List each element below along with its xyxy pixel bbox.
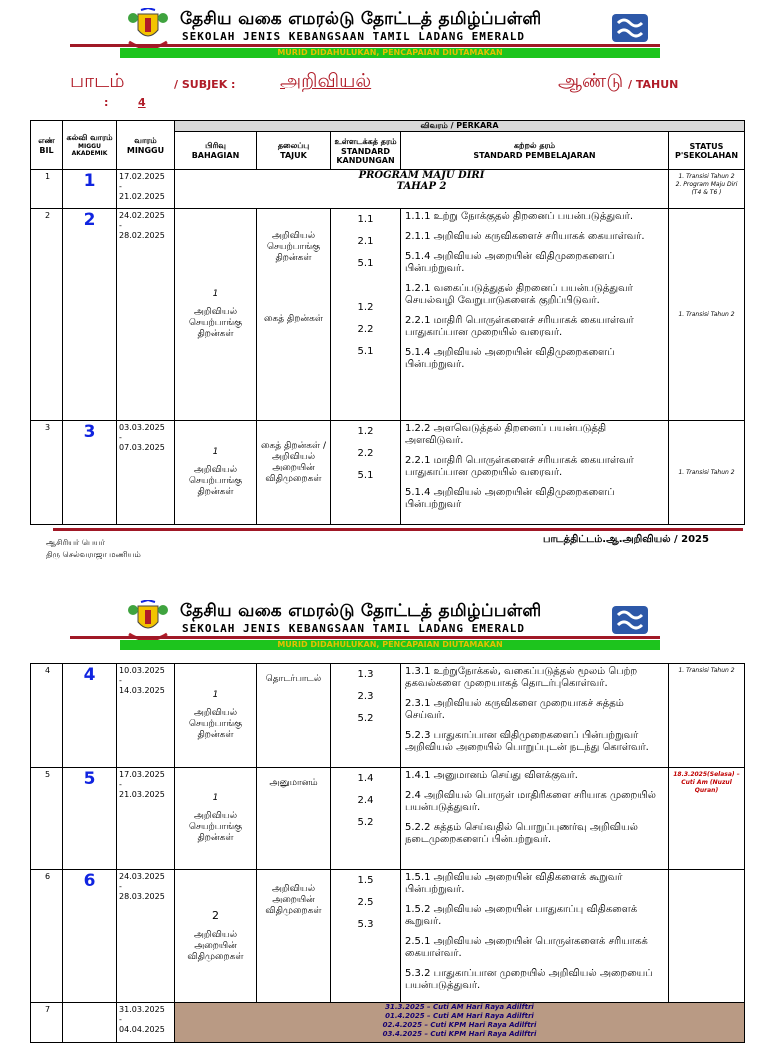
row-bahagian: 1 அறிவியல் செயற்பாங்கு திறன்கள் [175, 664, 257, 768]
sk-logo-icon [610, 603, 650, 637]
row-tajuk: தொடர்பாடல் [257, 664, 331, 768]
row-tajuk: கைத் திறன்கள் / அறிவியல் அறையின் விதிமுறைகள் [257, 421, 331, 525]
table-row [31, 664, 745, 768]
school-name-tamil: தேசிய வகை எமரல்டு தோட்டத் தமிழ்ப்பள்ளி [180, 9, 542, 29]
year-tamil: ஆண்டு [558, 70, 624, 92]
week-number: 4 [63, 664, 117, 768]
col-minggu: வாரம் MINGGU [117, 121, 175, 170]
row-status [669, 870, 745, 1003]
col-minggu-akademik: கல்வி வாரம் MIGGU AKADEMIK [63, 121, 117, 170]
school-name-malay: SEKOLAH JENIS KEBANGSAAN TAMIL LADANG EMERALD [182, 622, 526, 635]
week-number [63, 1003, 117, 1043]
row-standard-kandungan: 1.1 2.1 5.1 1.2 2.2 5.1 [331, 209, 401, 421]
row-standard-kandungan: 1.3 2.3 5.2 [331, 664, 401, 768]
table-row [31, 421, 745, 525]
year-value: 4 [138, 96, 146, 109]
subject-tamil: பாடம் [70, 70, 125, 92]
col-standard-kandungan: உள்ளடக்கத் தரம் STANDARD KANDUNGAN [331, 132, 401, 170]
school-motto: MURID DIDAHULUKAN, PENCAPAIAN DIUTAMAKAN [120, 640, 660, 650]
row-bahagian: 2 அறிவியல் அறையின் விதிமுறைகள் [175, 870, 257, 1003]
col-tajuk: தலைப்பு TAJUK [257, 132, 331, 170]
row-standard-pembelajaran: 1.5.1 அறிவியல் அறையின் விதிகளைக் கூறுவர் பின்பற்றுவர். 1.5.2 அறிவியல் அறையின் பாதுகாப்பு விதிகளைக் கூறுவர். 2.5.1 அறிவியல் அறையின் பொருள்களைக் சரியாகக் கையாள்வர். 5.3.2 பாதுகாப்பான முறையில் அறிவியல் அறையைப் பயன்படுத்துவர். [401, 870, 669, 1003]
row-standard-kandungan: 1.4 2.4 5.2 [331, 768, 401, 870]
row-bil: 3 [31, 421, 63, 525]
school-header-2 [70, 598, 660, 654]
row-status: 1. Transisi Tahun 2 2. Program Maju Diri (T4 & T6 ) [669, 170, 745, 209]
col-bil: எண் BIL [31, 121, 63, 170]
week-number: 2 [63, 209, 117, 421]
table-row [31, 768, 745, 870]
row-bil: 4 [31, 664, 63, 768]
row-status: 1. Transisi Tahun 2 [669, 421, 745, 525]
week-dates: 24.03.2025 - 28.03.2025 [117, 870, 175, 1003]
footer-document-ref: பாடத்திட்டம்.ஆ.அறிவியல் / 2025 [543, 534, 709, 545]
year-colon: : [104, 96, 109, 109]
week-dates: 31.03.2025 - 04.04.2025 [117, 1003, 175, 1043]
school-header-1 [70, 6, 660, 62]
row-bahagian: 1 அறிவியல் செயற்பாங்கு திறன்கள் [175, 421, 257, 525]
week-dates: 24.02.2025 - 28.02.2025 [117, 209, 175, 421]
table-row [31, 209, 745, 421]
week-dates: 10.03.2025 - 14.03.2025 [117, 664, 175, 768]
program-maju-diri: PROGRAM MAJU DIRI TAHAP 2 [175, 170, 669, 209]
week-number: 5 [63, 768, 117, 870]
row-bil: 2 [31, 209, 63, 421]
week-dates: 03.03.2025 - 07.03.2025 [117, 421, 175, 525]
row-tajuk: அறிவியல் செயற்பாங்கு திறன்கள் கைத் திறன்கள் [257, 209, 331, 421]
school-name-malay: SEKOLAH JENIS KEBANGSAAN TAMIL LADANG EMERALD [182, 30, 526, 43]
table-row [31, 1003, 745, 1043]
subject-value: அறிவியல் [280, 70, 372, 92]
col-bahagian: பிரிவு BAHAGIAN [175, 132, 257, 170]
row-status: 18.3.2025(Selasa) – Cuti Am (Nuzul Quran) [669, 768, 745, 870]
row-bahagian: 1 அறிவியல் செயற்பாங்கு திறன்கள் [175, 209, 257, 421]
footer-rule [53, 528, 743, 531]
col-status: STATUS P'SEKOLAHAN [669, 132, 745, 170]
scheme-table-page1 [30, 120, 745, 525]
week-number: 3 [63, 421, 117, 525]
col-standard-pembelajaran: கற்றல் தரம் STANDARD PEMBELAJARAN [401, 132, 669, 170]
school-name-tamil: தேசிய வகை எமரல்டு தோட்டத் தமிழ்ப்பள்ளி [180, 601, 542, 621]
week-number: 6 [63, 870, 117, 1003]
title-row [0, 70, 768, 110]
row-status: 1. Transisi Tahun 2 [669, 664, 745, 768]
row-tajuk: அனுமானம் [257, 768, 331, 870]
row-bahagian: 1 அறிவியல் செயற்பாங்கு திறன்கள் [175, 768, 257, 870]
header-rule [70, 44, 660, 47]
table-row [31, 870, 745, 1003]
school-motto: MURID DIDAHULUKAN, PENCAPAIAN DIUTAMAKAN [120, 48, 660, 58]
row-bil: 1 [31, 170, 63, 209]
scheme-table-page2 [30, 663, 745, 1043]
holiday-banner: 31.3.2025 – Cuti AM Hari Raya Adilftri 01.4.2025 – Cuti AM Hari Raya Adilftri 02.4.2025 – Cuti KPM Hari Raya Adilftri 03.4.2025 – Cuti KPM Hari Raya Adilftri [175, 1003, 745, 1043]
subject-label: / SUBJEK : [174, 78, 236, 91]
row-standard-pembelajaran: 1.1.1 உற்று நோக்குதல் திறனைப் பயன்படுத்துவர். 2.1.1 அறிவியல் கருவிகளைச் சரியாகக் கையாள்வர். 5.1.4 அறிவியல் அறையின் விதிமுறைகளைப் பின்பற்றுவர். 1.2.1 வகைப்படுத்துதல் திறனைப் பயன்படுத்துவர் செயல்வழி வேறுபாடுகளைக் குறிப்பிடுவர். 2.2.1 மாதிரி பொருள்களைச் சரியாகக் கையாள்வர் பாதுகாப்பான முறையில் வரைவர். 5.1.4 அறிவியல் அறையின் விதிமுறைகளைப் பின்பற்றுவர். [401, 209, 669, 421]
row-bil: 6 [31, 870, 63, 1003]
footer-teacher: ஆசிரியர் பெயர் திரு செல்வராஜா மணியம் [46, 538, 141, 559]
row-standard-pembelajaran: 1.2.2 அளவெடுத்தல் திறனைப் பயன்படுத்தி அளவிடுவர். 2.2.1 மாதிரி பொருள்களைச் சரியாகக் கையாள்வர் பாதுகாப்பான முறையில் வரைவர். 5.1.4 அறிவியல் அறையின் விதிமுறைகளைப் பின்பற்றுவர் [401, 421, 669, 525]
row-bil: 7 [31, 1003, 63, 1043]
week-dates: 17.03.2025 - 21.03.2025 [117, 768, 175, 870]
row-standard-pembelajaran: 1.4.1 அனுமானம் செய்து விளக்குவர். 2.4 அறிவியல் பொருள் மாதிரிகளை சரியாக முறையில் பயன்படுத்துவர். 5.2.2 சுத்தம் செய்வதில் பொறுப்புணர்வு அறிவியல் நடைமுறைகளைப் பின்பற்றுவர். [401, 768, 669, 870]
row-bil: 5 [31, 768, 63, 870]
header-rule [70, 636, 660, 639]
row-status: 1. Transisi Tahun 2 [669, 209, 745, 421]
row-tajuk: அறிவியல் அறையின் விதிமுறைகள் [257, 870, 331, 1003]
table-row [31, 170, 745, 209]
row-standard-kandungan: 1.5 2.5 5.3 [331, 870, 401, 1003]
row-standard-pembelajaran: 1.3.1 உற்றுநோக்கல், வகைப்படுத்தல் மூலம் பெற்ற தகவல்களை முறையாகத் தொடர்புகொள்வர். 2.3.1 அறிவியல் கருவிகளை முறையாகச் சுத்தம் செய்வர். 5.2.3 பாதுகாப்பான விதிமுறைகளைப் பின்பற்றுவர் அறிவியல் அறையில் பொறுப்புடன் நடந்து கொள்வர். [401, 664, 669, 768]
week-number: 1 [63, 170, 117, 209]
year-label: / TAHUN [628, 78, 679, 91]
row-standard-kandungan: 1.2 2.2 5.1 [331, 421, 401, 525]
week-dates: 17.02.2025 - 21.02.2025 [117, 170, 175, 209]
col-perkara: விவரம் / PERKARA [175, 121, 745, 132]
sk-logo-icon [610, 11, 650, 45]
